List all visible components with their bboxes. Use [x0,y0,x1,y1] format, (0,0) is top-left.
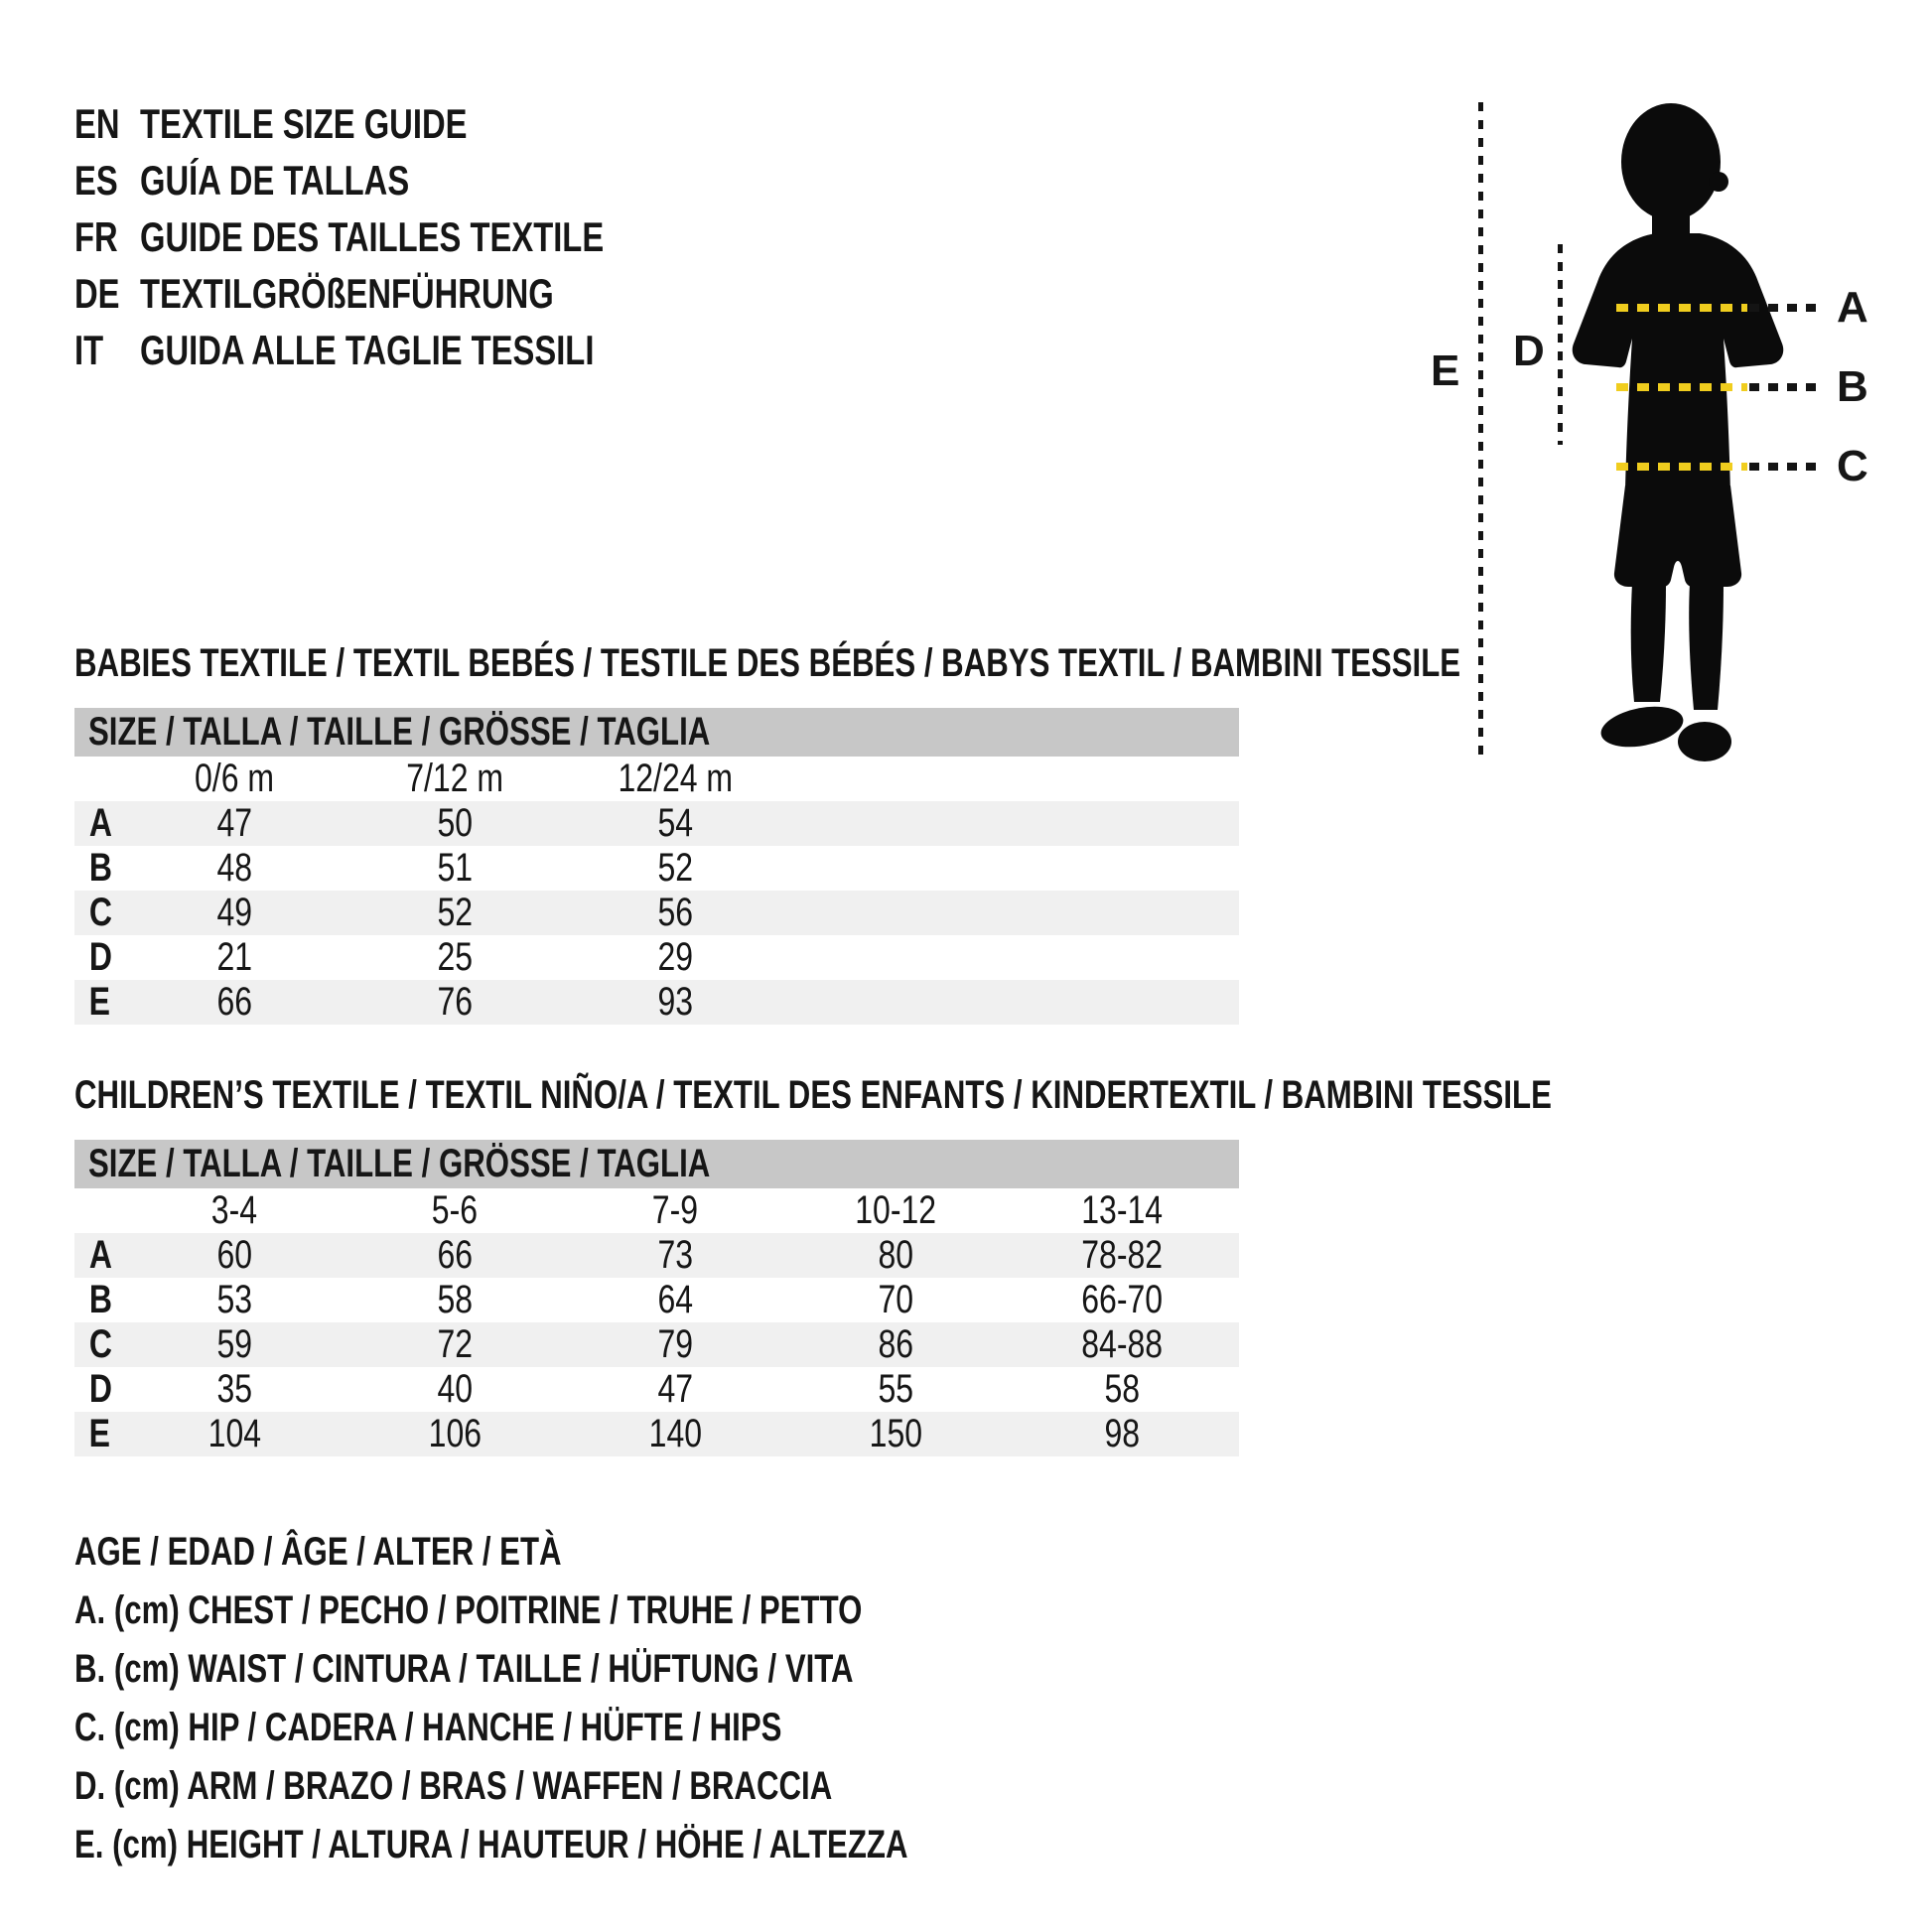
babies-b-value-3-text: 52 [657,846,693,890]
babies-b-value-3 [565,846,785,891]
babies-a-value-3-text: 54 [657,801,693,845]
children-e-value-4 [785,1412,1006,1456]
children-e-value-1-text: 104 [207,1412,261,1455]
babies-d-value-2 [345,935,565,980]
language-title-it: GUIDA ALLE TAGLIE TESSILI [140,327,595,373]
children-c-value-2 [345,1322,565,1367]
babies-row-c-label [74,891,124,935]
children-e-value-1 [124,1412,345,1456]
babies-col-header-12-24m-text: 12/24 m [618,757,733,800]
babies-e-value-2-text: 76 [437,980,473,1024]
children-row-a [74,1233,1239,1278]
children-c-value-3 [565,1322,785,1367]
children-row-a-label [74,1233,124,1278]
silhouette-shorts [1614,485,1741,587]
babies-a-value-2-text: 50 [437,801,473,845]
babies-row-c-label-text: C [88,891,113,934]
children-row-e [74,1412,1239,1456]
babies-row-a-label-text: A [88,801,113,845]
children-row-b-label-text: B [88,1278,113,1321]
children-row-d-label-text: D [88,1367,113,1411]
silhouette-right-leg [1689,583,1724,710]
babies-d-value-3-text: 29 [657,935,693,979]
babies-row-e-label-text: E [88,980,111,1024]
children-a-value-3-text: 73 [657,1233,693,1277]
children-section-heading [74,1073,1932,1117]
silhouette-ear [1709,172,1728,192]
babies-e-value-1-text: 66 [216,980,252,1024]
children-heading-text: CHILDREN’S TEXTILE / TEXTIL NIÑO/A / TEXTIL DES ENFANTS / KINDERTEXTIL / BAMBINI TESSILE [74,1073,1552,1117]
babies-b-value-2 [345,846,565,891]
children-b-value-1 [124,1278,345,1322]
children-row-c-label-text: C [88,1322,113,1366]
babies-row-e [74,980,1239,1025]
babies-a-value-2 [345,801,565,846]
legend-age-text: AGE / EDAD / ÂGE / ALTER / ETÀ [74,1530,562,1574]
children-a-value-1 [124,1233,345,1278]
babies-e-value-3-text: 93 [657,980,693,1024]
children-col-header-10-12 [785,1188,1006,1233]
table-cell-empty [785,801,1006,846]
language-code-fr: FR [74,213,118,260]
table-cell-empty [1006,891,1239,935]
children-d-value-4-text: 55 [878,1367,913,1411]
language-row-it [74,322,735,378]
children-d-value-1 [124,1367,345,1412]
babies-c-value-3-text: 56 [657,891,693,934]
children-row-c [74,1322,1239,1367]
children-b-value-4 [785,1278,1006,1322]
babies-e-value-3 [565,980,785,1025]
children-size-table [74,1140,1239,1456]
legend-age [74,1523,1143,1582]
chest-dash-yellow-a [1616,304,1747,312]
children-col-header-5-6 [345,1188,565,1233]
table-cell-empty [74,757,124,801]
babies-row-a [74,801,1239,846]
language-row-de [74,265,735,322]
babies-d-value-1 [124,935,345,980]
babies-b-value-1-text: 48 [216,846,252,890]
language-title-es: GUÍA DE TALLAS [140,157,410,204]
language-code-it: IT [74,327,104,373]
children-a-value-5 [1006,1233,1239,1278]
children-col-header-13-14-text: 13-14 [1081,1188,1164,1232]
children-row-d-label [74,1367,124,1412]
table-cell-empty [785,891,1006,935]
figure-label-a: A [1837,283,1868,332]
children-b-value-3-text: 64 [657,1278,693,1321]
children-c-value-4 [785,1322,1006,1367]
table-cell-empty [1006,757,1239,801]
children-row-b [74,1278,1239,1322]
babies-size-header-bar [74,708,1239,757]
children-a-value-4-text: 80 [878,1233,913,1277]
language-title-fr: GUIDE DES TAILLES TEXTILE [140,213,605,260]
language-title-list [74,95,735,378]
children-c-value-5-text: 84-88 [1081,1322,1164,1366]
children-e-value-4-text: 150 [869,1412,922,1455]
children-e-value-2-text: 106 [428,1412,482,1455]
figure-label-b: B [1837,362,1868,411]
babies-b-value-1 [124,846,345,891]
figure-label-c: C [1837,442,1868,490]
legend-arm-text: D. (cm) ARM / BRAZO / BRAS / WAFFEN / BRACCIA [74,1764,833,1808]
children-d-value-4 [785,1367,1006,1412]
children-row-a-label-text: A [88,1233,113,1277]
legend-chest [74,1582,1143,1640]
babies-b-value-2-text: 51 [437,846,473,890]
children-col-header-5-6-text: 5-6 [431,1188,479,1232]
children-col-header-7-9 [565,1188,785,1233]
babies-row-d [74,935,1239,980]
babies-col-header-0-6m-text: 0/6 m [194,757,275,800]
hip-dash-yellow-c [1616,463,1747,471]
table-cell-empty [74,1188,124,1233]
babies-row-c [74,891,1239,935]
children-b-value-3 [565,1278,785,1322]
children-b-value-5-text: 66-70 [1081,1278,1164,1321]
children-row-b-label [74,1278,124,1322]
language-row-en [74,95,735,152]
babies-a-value-3 [565,801,785,846]
language-code-es: ES [74,157,118,204]
children-row-d [74,1367,1239,1412]
legend-waist [74,1640,1143,1699]
table-cell-empty [1006,846,1239,891]
measurement-legend [74,1523,1143,1874]
children-d-value-5 [1006,1367,1239,1412]
table-cell-empty [1006,935,1239,980]
table-cell-empty [1006,801,1239,846]
babies-d-value-3 [565,935,785,980]
babies-row-a-label [74,801,124,846]
babies-size-header-text: SIZE / TALLA / TAILLE / GRÖSSE / TAGLIA [88,710,711,754]
babies-row-b-label [74,846,124,891]
babies-d-value-2-text: 25 [437,935,473,979]
children-d-value-2 [345,1367,565,1412]
children-e-value-5 [1006,1412,1239,1456]
children-a-value-1-text: 60 [216,1233,252,1277]
babies-row-e-label [74,980,124,1025]
language-row-fr [74,208,735,265]
babies-row-b [74,846,1239,891]
silhouette-left-shoe [1597,700,1687,753]
babies-size-table [74,708,1239,1025]
children-c-value-2-text: 72 [437,1322,473,1366]
table-cell-empty [785,846,1006,891]
child-silhouette [1569,102,1789,762]
babies-a-value-1 [124,801,345,846]
children-col-header-3-4-text: 3-4 [210,1188,258,1232]
babies-c-value-3 [565,891,785,935]
silhouette-left-leg [1631,583,1666,702]
arm-measure-line-d [1558,244,1563,445]
chest-dash-black-a [1749,304,1823,312]
children-b-value-4-text: 70 [878,1278,913,1321]
language-title-de: TEXTILGRÖßENFÜHRUNG [140,270,554,317]
children-b-value-2-text: 58 [437,1278,473,1321]
children-size-header-text: SIZE / TALLA / TAILLE / GRÖSSE / TAGLIA [88,1142,711,1185]
silhouette-torso [1573,233,1784,491]
children-c-value-1 [124,1322,345,1367]
table-cell-empty [785,980,1006,1025]
children-d-value-5-text: 58 [1104,1367,1141,1411]
figure-label-e: E [1431,346,1460,395]
children-col-header-10-12-text: 10-12 [855,1188,936,1232]
children-a-value-2-text: 66 [437,1233,473,1277]
children-a-value-3 [565,1233,785,1278]
waist-dash-black-b [1749,383,1823,391]
children-a-value-5-text: 78-82 [1081,1233,1164,1277]
children-row-c-label [74,1322,124,1367]
children-column-header-row [74,1188,1239,1233]
silhouette-right-shoe [1678,722,1731,761]
children-c-value-1-text: 59 [216,1322,252,1366]
legend-hip-text: C. (cm) HIP / CADERA / HANCHE / HÜFTE / HIPS [74,1706,782,1749]
table-cell-empty [785,757,1006,801]
children-a-value-4 [785,1233,1006,1278]
children-row-e-label-text: E [88,1412,111,1455]
children-size-header-bar [74,1140,1239,1188]
language-row-es [74,152,735,208]
children-d-value-3-text: 47 [657,1367,693,1411]
table-cell-empty [785,935,1006,980]
children-b-value-1-text: 53 [216,1278,252,1321]
children-col-header-13-14 [1006,1188,1239,1233]
language-title-en: TEXTILE SIZE GUIDE [140,100,468,147]
children-d-value-1-text: 35 [216,1367,252,1411]
children-b-value-2 [345,1278,565,1322]
babies-e-value-1 [124,980,345,1025]
language-code-de: DE [74,270,120,317]
hip-dash-black-c [1749,463,1823,471]
figure-label-d: D [1513,327,1545,375]
babies-c-value-2 [345,891,565,935]
babies-e-value-2 [345,980,565,1025]
legend-height-text: E. (cm) HEIGHT / ALTURA / HAUTEUR / HÖHE / ALTEZZA [74,1823,908,1866]
children-e-value-3 [565,1412,785,1456]
children-c-value-4-text: 86 [878,1322,913,1366]
babies-col-header-7-12m-text: 7/12 m [406,757,503,800]
table-cell-empty [1006,980,1239,1025]
babies-heading-text: BABIES TEXTILE / TEXTIL BEBÉS / TESTILE DES BÉBÉS / BABYS TEXTIL / BAMBINI TESSILE [74,641,1461,685]
babies-col-header-0-6m [124,757,345,801]
babies-c-value-1-text: 49 [216,891,252,934]
babies-d-value-1-text: 21 [216,935,252,979]
babies-row-b-label-text: B [88,846,113,890]
legend-height [74,1816,1143,1874]
children-e-value-2 [345,1412,565,1456]
children-d-value-3 [565,1367,785,1412]
legend-hip [74,1699,1143,1757]
legend-arm [74,1757,1143,1816]
children-col-header-3-4 [124,1188,345,1233]
children-col-header-7-9-text: 7-9 [651,1188,699,1232]
language-code-en: EN [74,100,120,147]
babies-c-value-1 [124,891,345,935]
babies-row-d-label [74,935,124,980]
children-c-value-5 [1006,1322,1239,1367]
children-d-value-2-text: 40 [437,1367,473,1411]
babies-col-header-12-24m [565,757,785,801]
babies-row-d-label-text: D [88,935,113,979]
children-a-value-2 [345,1233,565,1278]
waist-dash-yellow-b [1616,383,1747,391]
legend-waist-text: B. (cm) WAIST / CINTURA / TAILLE / HÜFTUNG / VITA [74,1647,854,1691]
babies-a-value-1-text: 47 [216,801,252,845]
babies-column-header-row [74,757,1239,801]
children-row-e-label [74,1412,124,1456]
children-e-value-3-text: 140 [648,1412,702,1455]
babies-c-value-2-text: 52 [437,891,473,934]
children-c-value-3-text: 79 [657,1322,693,1366]
legend-chest-text: A. (cm) CHEST / PECHO / POITRINE / TRUHE / PETTO [74,1588,863,1632]
babies-col-header-7-12m [345,757,565,801]
children-e-value-5-text: 98 [1104,1412,1141,1455]
children-b-value-5 [1006,1278,1239,1322]
